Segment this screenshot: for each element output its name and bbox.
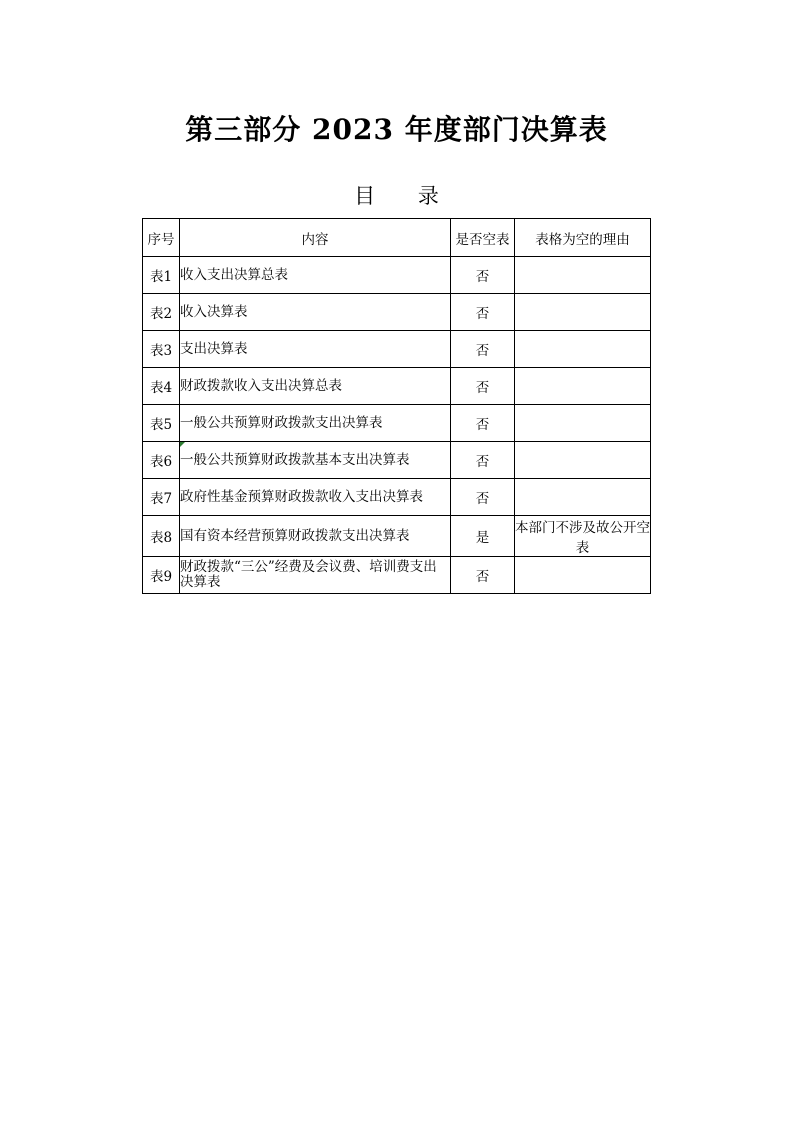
table-row	[143, 331, 651, 368]
row-content: 支出决算表	[180, 331, 451, 368]
row-reason: 本部门不涉及故公开空表	[515, 516, 651, 557]
row-is-empty: 否	[451, 405, 515, 442]
row-content: 财政拨款“三公”经费及会议费、培训费支出决算表	[180, 557, 451, 594]
table-header-row	[143, 219, 651, 257]
header-reason: 表格为空的理由	[515, 219, 651, 257]
row-num: 表8	[143, 516, 180, 557]
cell-comment-marker	[180, 442, 185, 447]
row-reason	[515, 294, 651, 331]
table-row	[143, 368, 651, 405]
table-row	[143, 294, 651, 331]
row-content: 一般公共预算财政拨款支出决算表	[180, 405, 451, 442]
row-reason	[515, 257, 651, 294]
row-reason	[515, 557, 651, 594]
header-content: 内容	[180, 219, 451, 257]
row-reason	[515, 479, 651, 516]
row-num: 表4	[143, 368, 180, 405]
row-num: 表1	[143, 257, 180, 294]
row-is-empty: 否	[451, 294, 515, 331]
row-reason	[515, 368, 651, 405]
row-is-empty: 否	[451, 479, 515, 516]
row-is-empty: 否	[451, 557, 515, 594]
document-title: 第三部分 2023 年度部门决算表	[185, 113, 608, 146]
row-is-empty: 否	[451, 257, 515, 294]
row-content: 财政拨款收入支出决算总表	[180, 368, 451, 405]
row-reason	[515, 405, 651, 442]
header-is-empty: 是否空表	[451, 219, 515, 257]
row-is-empty: 否	[451, 331, 515, 368]
table-row	[143, 516, 651, 557]
table-row	[143, 479, 651, 516]
header-num: 序号	[143, 219, 180, 257]
row-content: 收入决算表	[180, 294, 451, 331]
row-num: 表5	[143, 405, 180, 442]
row-num: 表2	[143, 294, 180, 331]
toc-table	[142, 218, 651, 594]
table-row	[143, 557, 651, 594]
row-reason	[515, 442, 651, 479]
table-row	[143, 442, 651, 479]
row-reason	[515, 331, 651, 368]
row-num: 表9	[143, 557, 180, 594]
table-row	[143, 257, 651, 294]
row-num: 表6	[143, 442, 180, 479]
toc-heading: 目 录	[354, 184, 457, 208]
row-num: 表3	[143, 331, 180, 368]
row-content: 国有资本经营预算财政拨款支出决算表	[180, 516, 451, 557]
row-is-empty: 否	[451, 442, 515, 479]
row-num: 表7	[143, 479, 180, 516]
row-is-empty: 否	[451, 368, 515, 405]
table-row	[143, 405, 651, 442]
row-content: 收入支出决算总表	[180, 257, 451, 294]
row-content: 政府性基金预算财政拨款收入支出决算表	[180, 479, 451, 516]
row-content: 一般公共预算财政拨款基本支出决算表	[180, 442, 451, 479]
row-is-empty: 是	[451, 516, 515, 557]
